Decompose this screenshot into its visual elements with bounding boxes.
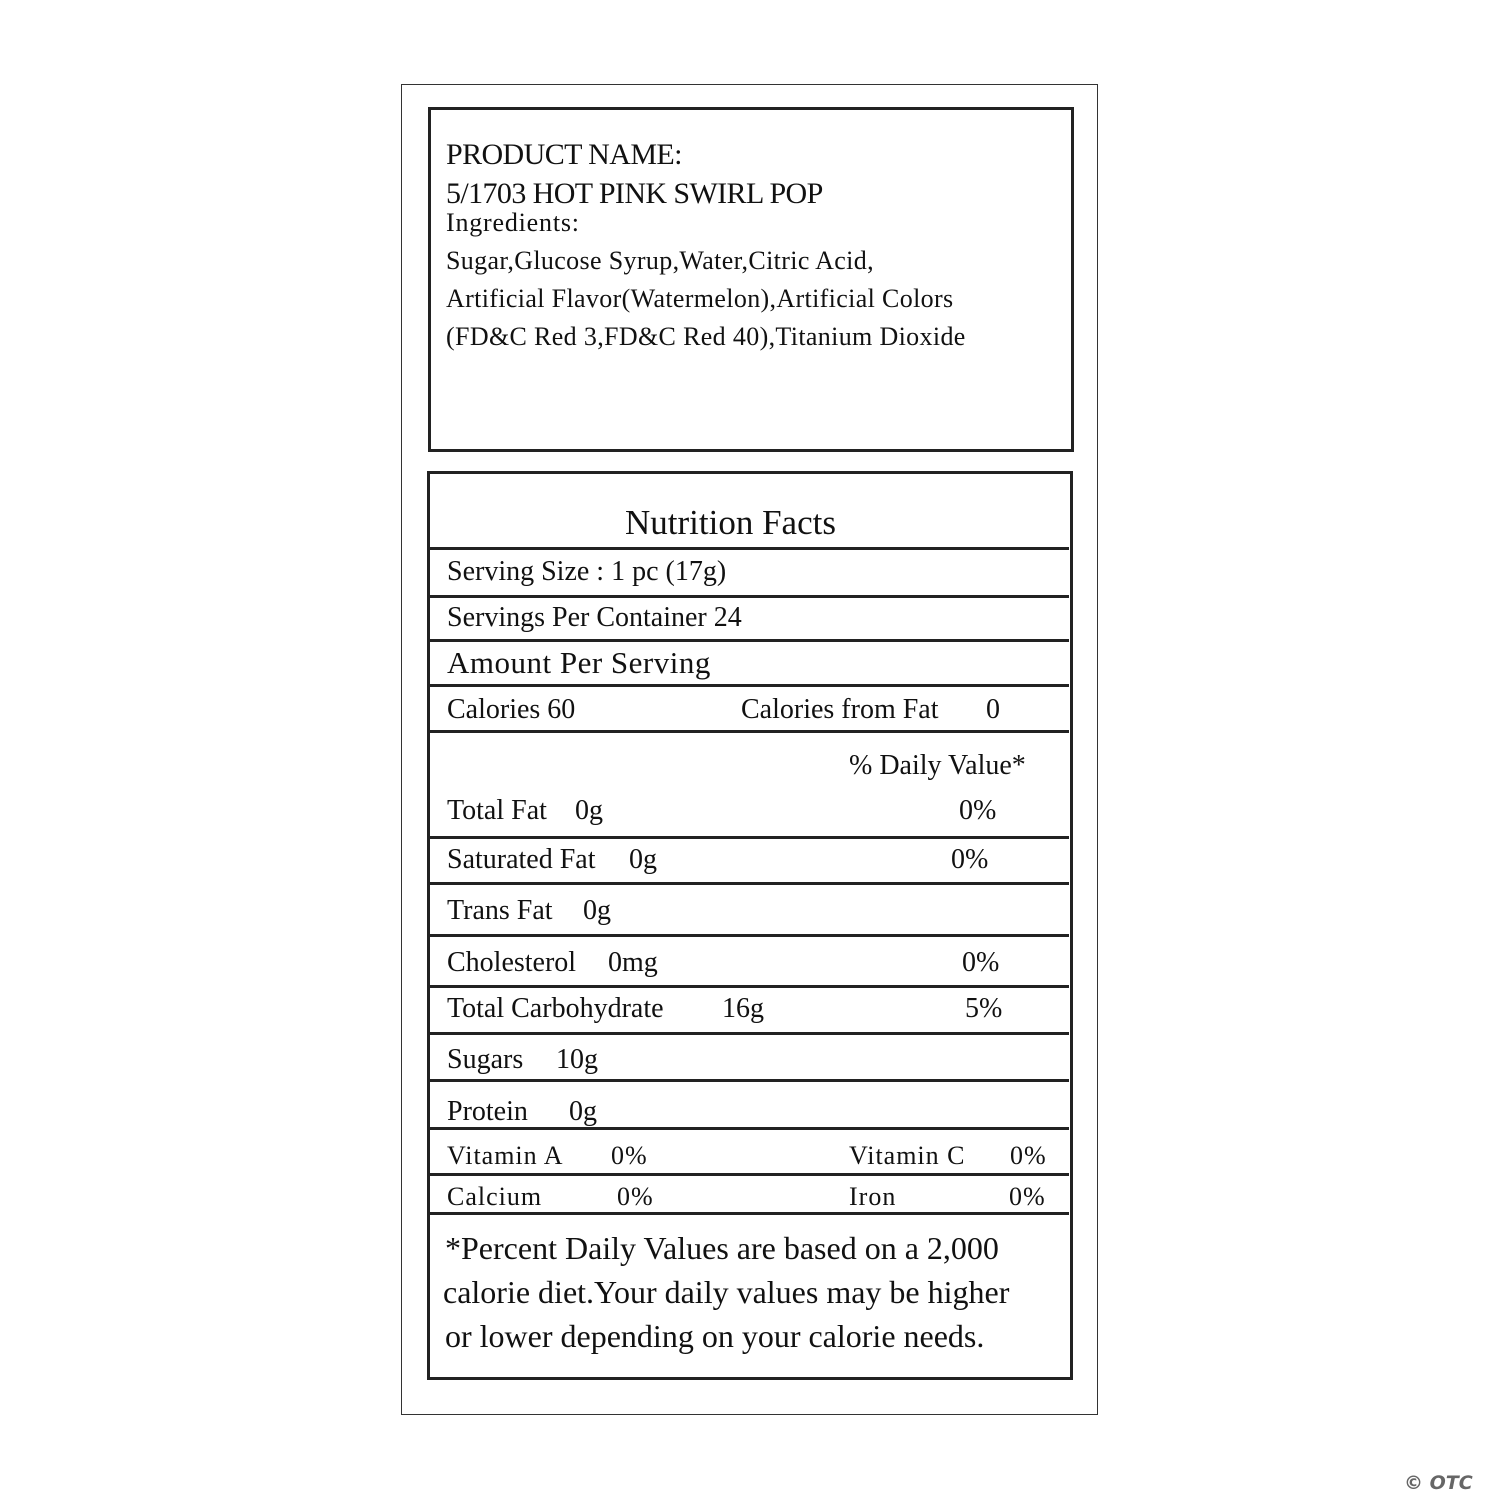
product-name-label: PRODUCT NAME: (446, 138, 682, 171)
vitamin-a-label: Vitamin A (447, 1141, 564, 1170)
nutrient-amount: 0mg (608, 947, 658, 978)
ingredients-label: Ingredients: (446, 208, 580, 237)
footnote-line-2: calorie diet.Your daily values may be higher (443, 1274, 1010, 1310)
nutrient-label: Trans Fat (447, 895, 553, 926)
nutrient-label: Saturated Fat (447, 844, 596, 875)
divider (428, 1173, 1069, 1176)
nutrient-amount: 0g (575, 795, 603, 826)
divider (428, 1127, 1069, 1130)
calories-from-fat-label: Calories from Fat (741, 694, 939, 725)
nutrition-facts-title: Nutrition Facts (625, 503, 836, 542)
serving-size: Serving Size : 1 pc (17g) (447, 556, 727, 587)
calcium-value: 0% (617, 1182, 654, 1211)
nutrient-daily-value: 0% (962, 947, 1000, 978)
nutrient-amount: 0g (569, 1096, 597, 1127)
nutrient-label: Total Carbohydrate (447, 993, 664, 1024)
calcium-label: Calcium (447, 1182, 543, 1211)
nutrient-amount: 16g (722, 993, 764, 1024)
nutrient-daily-value: 0% (959, 795, 997, 826)
divider (428, 595, 1069, 598)
calories-from-fat-value: 0 (986, 694, 1000, 725)
divider (428, 1032, 1069, 1035)
divider (428, 730, 1069, 733)
vitamin-a-value: 0% (611, 1141, 648, 1170)
product-name-value: 5/1703 HOT PINK SWIRL POP (446, 177, 823, 210)
ingredients-line-1: Sugar,Glucose Syrup,Water,Citric Acid, (446, 246, 874, 275)
ingredients-line-2: Artificial Flavor(Watermelon),Artificial Colors (446, 284, 954, 313)
nutrient-daily-value: 5% (965, 993, 1003, 1024)
nutrient-label: Protein (447, 1096, 528, 1127)
ingredients-line-3: (FD&C Red 3,FD&C Red 40),Titanium Dioxide (446, 322, 966, 351)
servings-per-container: Servings Per Container 24 (447, 602, 742, 633)
divider (428, 985, 1069, 988)
nutrient-daily-value: 0% (951, 844, 989, 875)
divider (428, 1212, 1069, 1215)
divider (428, 547, 1069, 550)
divider (428, 836, 1069, 839)
nutrient-label: Cholesterol (447, 947, 577, 978)
otc-watermark: © OTC (1404, 1472, 1473, 1494)
nutrient-amount: 0g (629, 844, 657, 875)
amount-per-serving: Amount Per Serving (447, 645, 711, 680)
divider (428, 934, 1069, 937)
divider (428, 639, 1069, 642)
daily-value-header: % Daily Value* (849, 750, 1026, 781)
calories: Calories 60 (447, 694, 576, 725)
footnote-line-1: *Percent Daily Values are based on a 2,000 (445, 1230, 999, 1266)
vitamin-c-value: 0% (1010, 1141, 1047, 1170)
footnote-line-3: or lower depending on your calorie needs. (445, 1318, 985, 1354)
nutrient-amount: 0g (583, 895, 611, 926)
vitamin-c-label: Vitamin C (849, 1141, 966, 1170)
nutrient-label: Sugars (447, 1044, 524, 1075)
nutrient-label: Total Fat (447, 795, 547, 826)
divider (428, 882, 1069, 885)
divider (428, 684, 1069, 687)
divider (428, 1079, 1069, 1082)
nutrient-amount: 10g (556, 1044, 598, 1075)
iron-label: Iron (849, 1182, 897, 1211)
iron-value: 0% (1009, 1182, 1046, 1211)
